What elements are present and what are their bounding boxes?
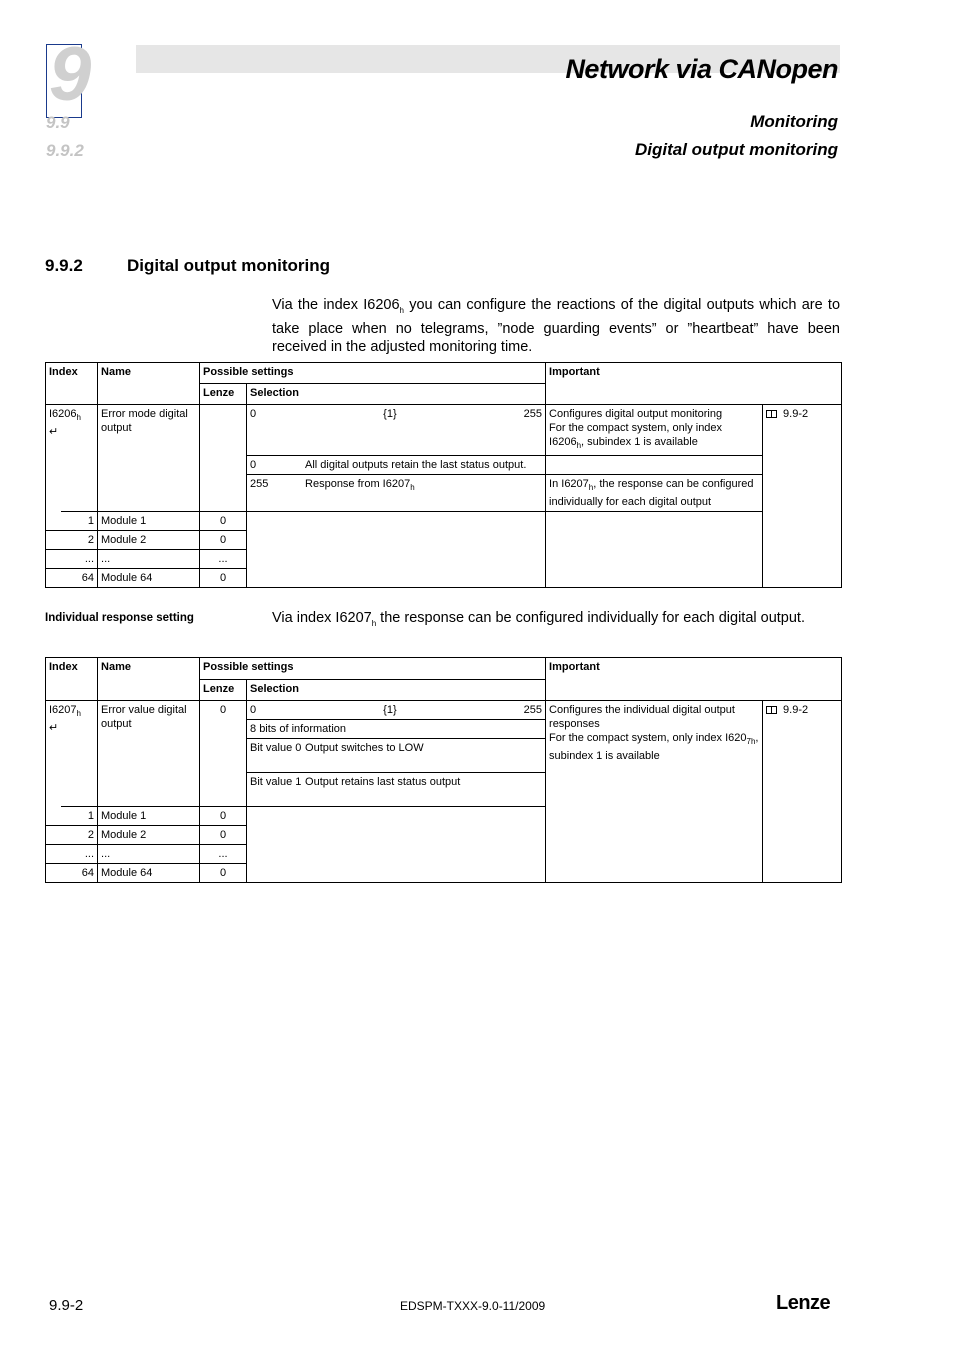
reference-cell: 9.9-2 <box>763 405 842 588</box>
header-name: Name <box>98 658 200 701</box>
table-row: ... ... ... <box>46 845 842 864</box>
side-section-2: 9.9.2 <box>46 141 84 160</box>
header-lenze: Lenze <box>200 680 247 701</box>
page-number: 9.9-2 <box>49 1297 84 1314</box>
table-row: 1 Module 1 0 <box>46 512 842 531</box>
table-i6207 <box>45 657 842 883</box>
subtitle-1: Monitoring <box>750 112 838 131</box>
header-important: Important <box>546 658 842 701</box>
option-0: 0 All digital outputs retain the last status output. <box>247 456 546 475</box>
header-index: Index <box>46 363 98 405</box>
section-heading <box>45 256 330 276</box>
reference-cell: 9.9-2 <box>763 701 842 883</box>
option-0-important <box>546 456 763 475</box>
info-cell: 8 bits of information <box>247 720 546 739</box>
index-cell: $I6207_h$ ↵ <box>46 701 98 807</box>
document-id: EDSPM-TXXX-9.0-11/2009 <box>400 1299 546 1313</box>
table-row: 2 Module 2 0 <box>46 531 842 550</box>
header-possible-settings: Possible settings <box>200 363 546 384</box>
header-index: Index <box>46 658 98 701</box>
important-cell: Configures the individual digital output responses For the compact system, only index $I620_{7h}$, subindex 1 is available <box>546 701 763 883</box>
table-row: 1 Module 1 0 <box>46 807 842 826</box>
chapter-number-box <box>46 32 92 118</box>
option-255-important: In $I6207_h$, the response can be configured individually for each digital output <box>546 475 763 512</box>
book-icon <box>766 410 777 418</box>
header-selection: Selection <box>247 384 546 405</box>
section-number: 9.9.2 <box>45 256 83 275</box>
header-lenze: Lenze <box>200 384 247 405</box>
header-name: Name <box>98 363 200 405</box>
important-cell: Configures digital output monitoring For the compact system, only index $I6206_h$, subindex 1 is available <box>546 405 763 456</box>
table-row: 64 Module 64 0 <box>46 864 842 883</box>
table-i6206 <box>45 362 842 588</box>
intro-paragraph: Via the index $I6206_h$ you can configure the reactions of the digital outputs which are to take place when no telegrams, ”node guarding events” or ”heartbeat” have been received in the adjusted monitoring time. <box>272 297 841 355</box>
header-important: Important <box>546 363 842 405</box>
index-cell: $I6206_h$ ↵ <box>46 405 98 512</box>
table-row: 64 Module 64 0 <box>46 569 842 588</box>
page-title: Network via CANopen <box>565 54 838 84</box>
lenze-logo: Lenze <box>776 1292 831 1314</box>
individual-paragraph: Via index $I6207_h$ the response can be configured individually for each digital output. <box>272 610 805 628</box>
header-possible-settings: Possible settings <box>200 658 546 680</box>
side-section-1: 9.9 <box>46 113 70 132</box>
header-selection: Selection <box>247 680 546 701</box>
lenze-cell: 0 <box>200 701 247 807</box>
range-cell: 0 {1} 255 <box>247 405 546 456</box>
name-cell: Error mode digital output <box>98 405 200 512</box>
chapter-number: 9 <box>49 32 92 117</box>
option-255: 255 Response from $I6207_h$ <box>247 475 546 512</box>
table-row: ... ... ... <box>46 550 842 569</box>
table-row: 2 Module 2 0 <box>46 826 842 845</box>
subtitle-2: Digital output monitoring <box>634 140 838 159</box>
individual-response-label: Individual response setting <box>45 612 194 624</box>
bit-value-1: Bit value 1 Output retains last status output <box>247 773 546 807</box>
bit-value-0: Bit value 0 Output switches to LOW <box>247 739 546 773</box>
range-cell: 0 {1} 255 <box>247 701 546 720</box>
lenze-cell <box>200 405 247 512</box>
section-title: Digital output monitoring <box>127 256 331 275</box>
name-cell: Error value digital output <box>98 701 200 807</box>
book-icon <box>766 706 777 714</box>
